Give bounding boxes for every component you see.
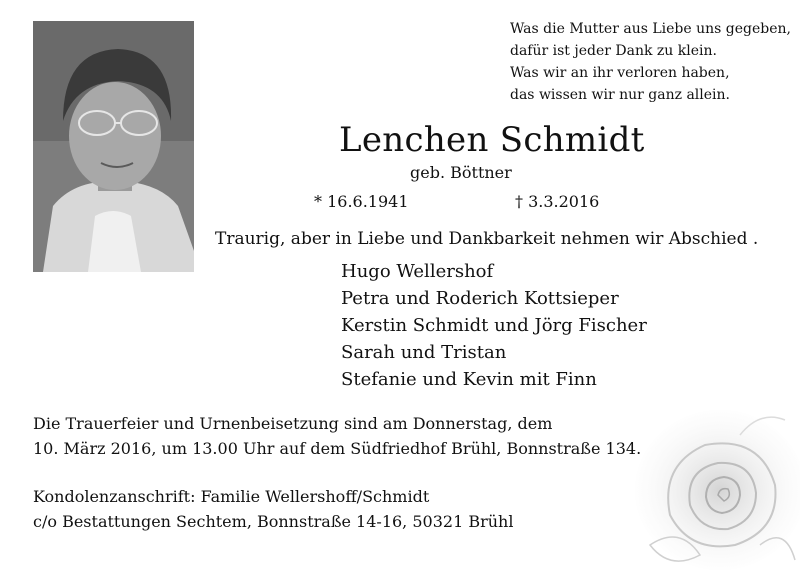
portrait-photo xyxy=(33,21,194,272)
poem-line: Was wir an ihr verloren haben, xyxy=(510,65,730,81)
death-date: † 3.3.2016 xyxy=(515,192,600,211)
poem-line: Was die Mutter aus Liebe uns gegeben, xyxy=(510,21,791,37)
deceased-name: Lenchen Schmidt xyxy=(339,120,645,160)
farewell-text: Traurig, aber in Liebe und Dankbarkeit nehmen wir Abschied . xyxy=(215,229,759,249)
born-name: geb. Böttner xyxy=(410,163,512,182)
mourner: Sarah und Tristan xyxy=(341,342,507,363)
mourner: Kerstin Schmidt und Jörg Fischer xyxy=(341,315,647,336)
mourner: Petra und Roderich Kottsieper xyxy=(341,288,619,309)
mourner: Stefanie und Kevin mit Finn xyxy=(341,369,597,390)
ceremony-line: 10. März 2016, um 13.00 Uhr auf dem Südfriedhof Brühl, Bonnstraße 134. xyxy=(33,439,642,458)
condolence-line: c/o Bestattungen Sechtem, Bonnstraße 14-16, 50321 Brühl xyxy=(33,512,514,531)
mourner: Hugo Wellershof xyxy=(341,261,494,282)
poem-line: das wissen wir nur ganz allein. xyxy=(510,87,730,103)
ceremony-info xyxy=(33,411,641,461)
poem-line: dafür ist jeder Dank zu klein. xyxy=(510,43,717,59)
condolence-line: Kondolenzanschrift: Familie Wellershoff/Schmidt xyxy=(33,487,430,506)
poem xyxy=(510,18,795,106)
condolence-address xyxy=(33,484,513,534)
mourners-list xyxy=(341,258,647,393)
ceremony-line: Die Trauerfeier und Urnenbeisetzung sind am Donnerstag, dem xyxy=(33,414,553,433)
rose-icon xyxy=(610,395,800,571)
birth-date: * 16.6.1941 xyxy=(314,192,409,211)
